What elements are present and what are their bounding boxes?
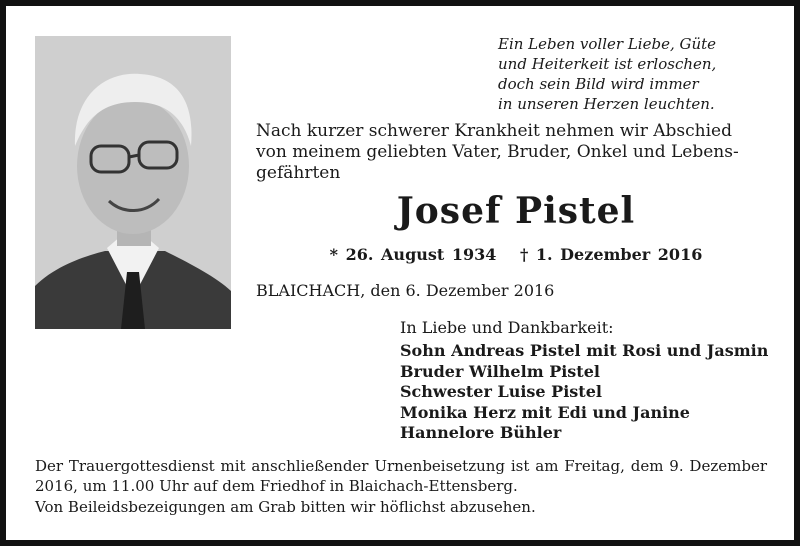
signoff-line: In Liebe und Dankbarkeit: (400, 318, 614, 337)
mourner-item: Schwester Luise Pistel (400, 382, 602, 401)
memorial-motto: Ein Leben voller Liebe, Güte und Heiterkeit ist erloschen, doch sein Bild wird immer in unseren Herzen leuchten. (498, 35, 717, 113)
life-dates (256, 245, 776, 264)
birth-date: * 26. August 1934 (329, 245, 497, 264)
intro-text: Nach kurzer schwerer Krankheit nehmen wir Abschied von meinem geliebten Vater, Bruder, Onkel und Lebens- gefährten (256, 121, 739, 183)
mourner-item: Hannelore Bühler (400, 423, 562, 442)
service-details: Der Trauergottesdienst mit anschließender Urnenbeisetzung ist am Freitag, dem 9. Dezember 2016, um 11.00 Uhr auf dem Friedhof in Blaichach-Ettensberg. (35, 457, 767, 495)
portrait-photo (35, 36, 231, 329)
portrait-illustration (35, 36, 231, 329)
mourner-item: Bruder Wilhelm Pistel (400, 361, 600, 381)
mourners-list (400, 341, 768, 444)
deceased-name: Josef Pistel (396, 190, 636, 232)
death-date: † 1. Dezember 2016 (519, 245, 703, 264)
mourner-item: Sohn Andreas Pistel mit Rosi und Jasmin (400, 341, 769, 360)
condolence-note: Von Beileidsbezeigungen am Grab bitten wir höflichst abzusehen. (35, 498, 536, 516)
mourner-item: Monika Herz mit Edi und Janine (400, 402, 690, 422)
place-and-date: BLAICHACH, den 6. Dezember 2016 (256, 281, 555, 300)
